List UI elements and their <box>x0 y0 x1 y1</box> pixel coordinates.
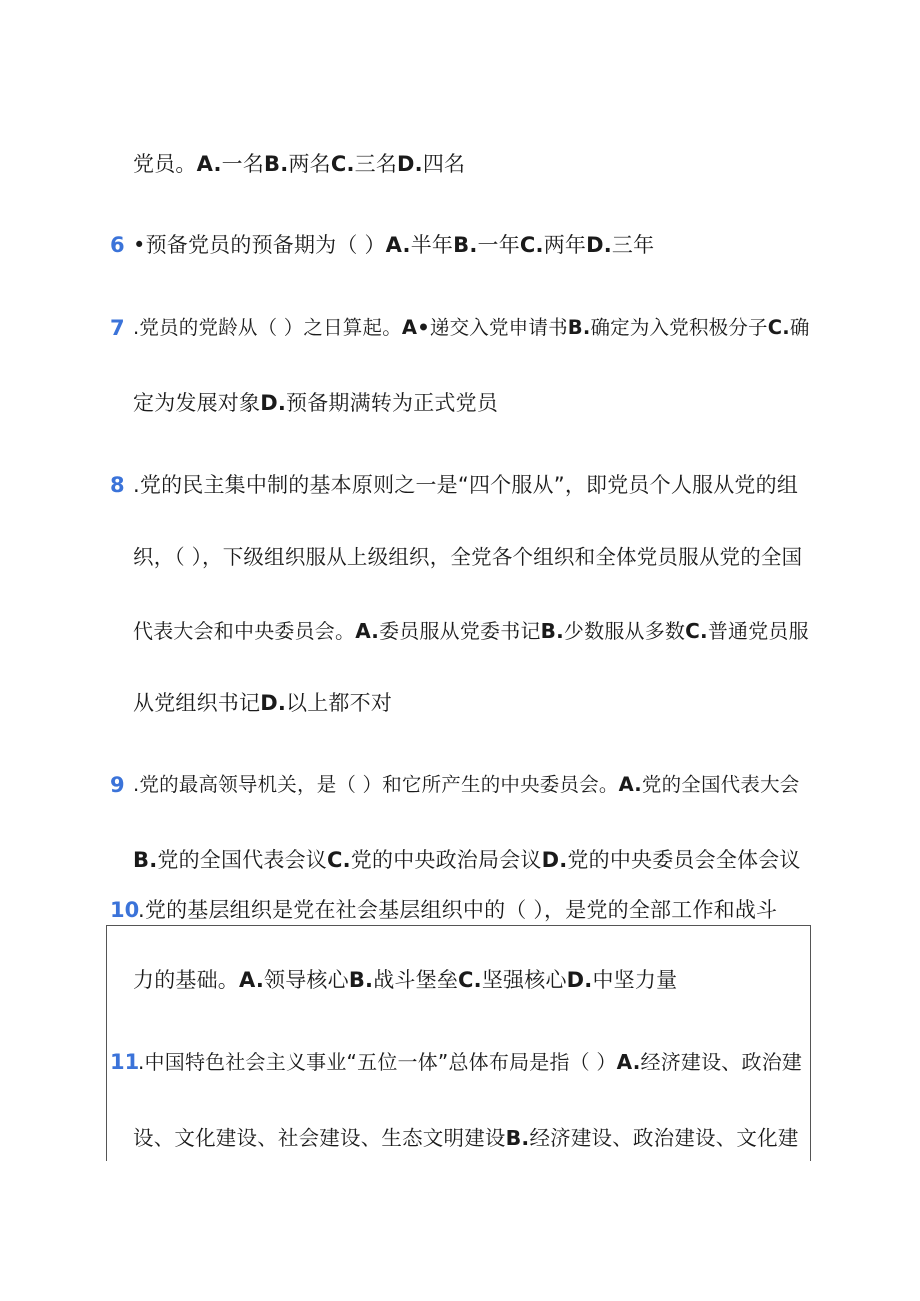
q8-line-2: 织，（ ），下级组织服从上级组织，全党各个组织和全体党员服从党的全国 <box>133 545 803 569</box>
q11-number: 11 <box>110 1050 140 1074</box>
option-marker: A• <box>401 316 430 339</box>
q6-line-1: •预备党员的预备期为（ ）A.半年B.一年C.两年D.三年 <box>133 233 655 257</box>
q10-line-1: .党的基层组织是党在社会基层组织中的（ ），是党的全部工作和战斗 <box>138 898 778 922</box>
option-marker: A. <box>618 773 642 796</box>
q9-line-1: .党的最高领导机关，是（ ）和它所产生的中央委员会。A.党的全国代表大会 <box>133 773 800 796</box>
option-marker: A. <box>616 1050 641 1074</box>
option-marker: D. <box>566 968 593 992</box>
q10-number: 10 <box>110 898 140 922</box>
q9-line-2: B.党的全国代表会议C.党的中央政治局会议D.党的中央委员会全体会议 <box>133 848 801 872</box>
option-marker: B. <box>133 848 158 872</box>
q8-number: 8 <box>110 473 125 497</box>
q7-line-2: 定为发展对象D.预备期满转为正式党员 <box>133 391 499 415</box>
option-marker: D. <box>586 233 612 257</box>
q11-line-1: .中国特色社会主义事业“五位一体”总体布局是指（ ）A.经济建设、政治建 <box>138 1050 803 1074</box>
frame-top-border <box>106 925 811 926</box>
q8-line-3: 代表大会和中央委员会。A.委员服从党委书记B.少数服从多数C.普通党员服 <box>133 619 809 643</box>
option-marker: B. <box>505 1126 530 1150</box>
option-marker: C. <box>685 619 708 643</box>
option-marker: C. <box>327 848 351 872</box>
q9-number: 9 <box>110 773 125 797</box>
q11-line-2: 设、文化建设、社会建设、生态文明建设B.经济建设、政治建设、文化建 <box>133 1126 799 1150</box>
option-marker: D. <box>260 691 287 715</box>
option-marker: D. <box>397 152 423 176</box>
option-marker: C. <box>519 233 544 257</box>
q8-line-4: 从党组织书记D.以上都不对 <box>133 691 393 715</box>
option-marker: B. <box>540 619 564 643</box>
option-marker: B. <box>264 152 289 176</box>
frame-right-border <box>810 925 811 1161</box>
option-marker: D. <box>260 391 287 415</box>
q6-number: 6 <box>110 233 125 257</box>
option-marker: A. <box>196 152 222 176</box>
option-marker: B. <box>567 316 591 339</box>
q7-number: 7 <box>110 316 125 340</box>
option-marker: D. <box>541 848 568 872</box>
option-marker: A. <box>239 968 265 992</box>
option-marker: B. <box>348 968 374 992</box>
q10-line-2: 力的基础。A.领导核心B.战斗堡垒C.坚强核心D.中坚力量 <box>133 968 678 992</box>
option-marker: C. <box>458 968 482 992</box>
option-marker: C. <box>330 152 355 176</box>
q8-line-1: .党的民主集中制的基本原则之一是“四个服从”，即党员个人服从党的组 <box>133 473 799 497</box>
option-marker: B. <box>453 233 478 257</box>
q7-line-1: .党员的党龄从（ ）之日算起。A•递交入党申请书B.确定为入党积极分子C.确 <box>133 316 810 339</box>
option-marker: A. <box>355 619 380 643</box>
option-marker: C. <box>767 316 790 339</box>
q5-continuation-line: 党员。A.一名B.两名C.三名D.四名 <box>133 152 466 176</box>
option-marker: A. <box>385 233 411 257</box>
frame-left-border <box>106 925 107 1161</box>
